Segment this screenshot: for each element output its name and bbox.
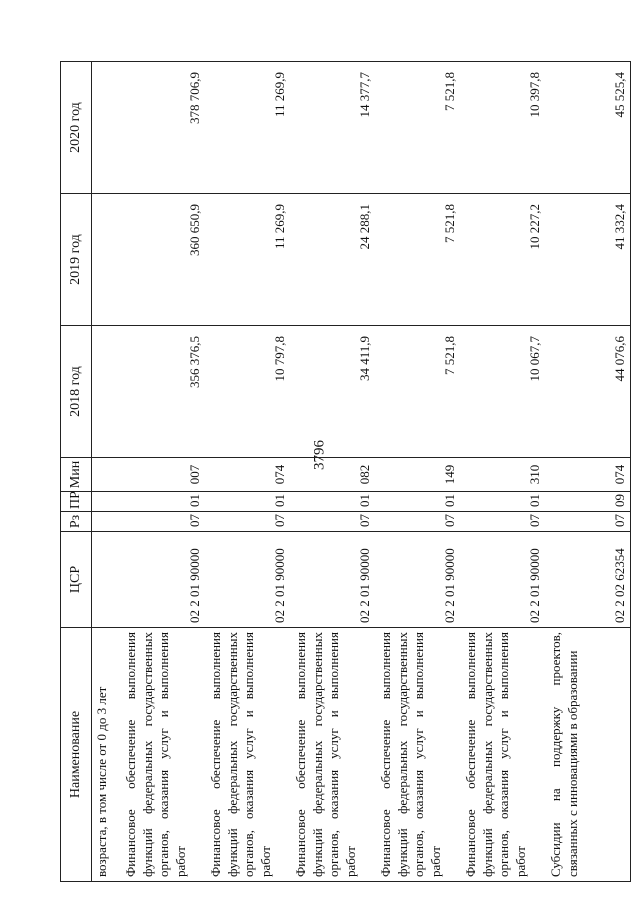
cell-2018: 44 076,6 [545, 326, 631, 458]
cell-2018: 10 797,8 [205, 326, 290, 458]
cell-2019 [92, 194, 121, 326]
cell-2020: 45 525,4 [545, 62, 631, 194]
header-2019: 2019 год [61, 194, 92, 326]
cell-pr: 09 [545, 492, 631, 512]
cell-pr: 01 [375, 492, 460, 512]
header-csr: ЦСР [61, 532, 92, 628]
cell-csr: 02 2 02 62354 [545, 532, 631, 628]
cell-rz: 07 [120, 512, 205, 532]
cell-rz: 07 [375, 512, 460, 532]
cell-csr: 02 2 01 90000 [205, 532, 290, 628]
rotated-page-content [60, 62, 627, 882]
page-number: 3796 [311, 440, 328, 470]
table-row [545, 62, 631, 882]
cell-csr: 02 2 01 90000 [290, 532, 375, 628]
cell-pr: 01 [205, 492, 290, 512]
cell-2018: 10 067,7 [460, 326, 545, 458]
table-row [375, 62, 460, 882]
budget-table [60, 61, 631, 882]
table-row [120, 62, 205, 882]
cell-csr: 02 2 01 90000 [375, 532, 460, 628]
cell-min: 074 [205, 458, 290, 492]
cell-csr: 02 2 01 90000 [460, 532, 545, 628]
cell-rz: 07 [460, 512, 545, 532]
cell-name: Финансовое обеспечение выполнения функций федеральных государственных органов, оказания услуг и выполнения работ [120, 628, 205, 882]
header-name: Наименование [61, 628, 92, 882]
table-row [290, 62, 375, 882]
cell-min [92, 458, 121, 492]
cell-name: Финансовое обеспечение выполнения функций федеральных государственных органов, оказания услуг и выполнения работ [460, 628, 545, 882]
cell-2019: 11 269,9 [205, 194, 290, 326]
cell-2019: 360 650,9 [120, 194, 205, 326]
cell-2020: 14 377,7 [290, 62, 375, 194]
cell-min: 082 [290, 458, 375, 492]
table-row [205, 62, 290, 882]
cell-2018 [92, 326, 121, 458]
table-row [460, 62, 545, 882]
cell-2020 [92, 62, 121, 194]
cell-min: 074 [545, 458, 631, 492]
cell-name: Финансовое обеспечение выполнения функций федеральных государственных органов, оказания услуг и выполнения работ [205, 628, 290, 882]
cell-min: 310 [460, 458, 545, 492]
cell-min: 007 [120, 458, 205, 492]
cell-rz: 07 [290, 512, 375, 532]
cell-2018: 356 376,5 [120, 326, 205, 458]
header-2018: 2018 год [61, 326, 92, 458]
header-min: Мин [61, 458, 92, 492]
cell-csr [92, 532, 121, 628]
cell-rz: 07 [545, 512, 631, 532]
cell-pr [92, 492, 121, 512]
cell-2019: 24 288,1 [290, 194, 375, 326]
table-row [92, 62, 121, 882]
cell-csr: 02 2 01 90000 [120, 532, 205, 628]
cell-2020: 11 269,9 [205, 62, 290, 194]
cell-name: возраста, в том числе от 0 до 3 лет [92, 628, 121, 882]
cell-rz: 07 [205, 512, 290, 532]
cell-name: Финансовое обеспечение выполнения функций федеральных государственных органов, оказания услуг и выполнения работ [375, 628, 460, 882]
header-rz: Рз [61, 512, 92, 532]
header-pr: ПР [61, 492, 92, 512]
cell-name: Финансовое обеспечение выполнения функций федеральных государственных органов, оказания услуг и выполнения работ [290, 628, 375, 882]
cell-2020: 378 706,9 [120, 62, 205, 194]
cell-rz [92, 512, 121, 532]
cell-2018: 7 521,8 [375, 326, 460, 458]
cell-2019: 7 521,8 [375, 194, 460, 326]
header-2020: 2020 год [61, 62, 92, 194]
cell-2020: 7 521,8 [375, 62, 460, 194]
cell-pr: 01 [120, 492, 205, 512]
cell-name: Субсидии на поддержку проектов, связанных с инновациями в образовании [545, 628, 631, 882]
cell-pr: 01 [290, 492, 375, 512]
table-header-row [61, 62, 92, 882]
cell-2018: 34 411,9 [290, 326, 375, 458]
cell-min: 149 [375, 458, 460, 492]
cell-pr: 01 [460, 492, 545, 512]
cell-2019: 10 227,2 [460, 194, 545, 326]
cell-2020: 10 397,8 [460, 62, 545, 194]
cell-2019: 41 332,4 [545, 194, 631, 326]
